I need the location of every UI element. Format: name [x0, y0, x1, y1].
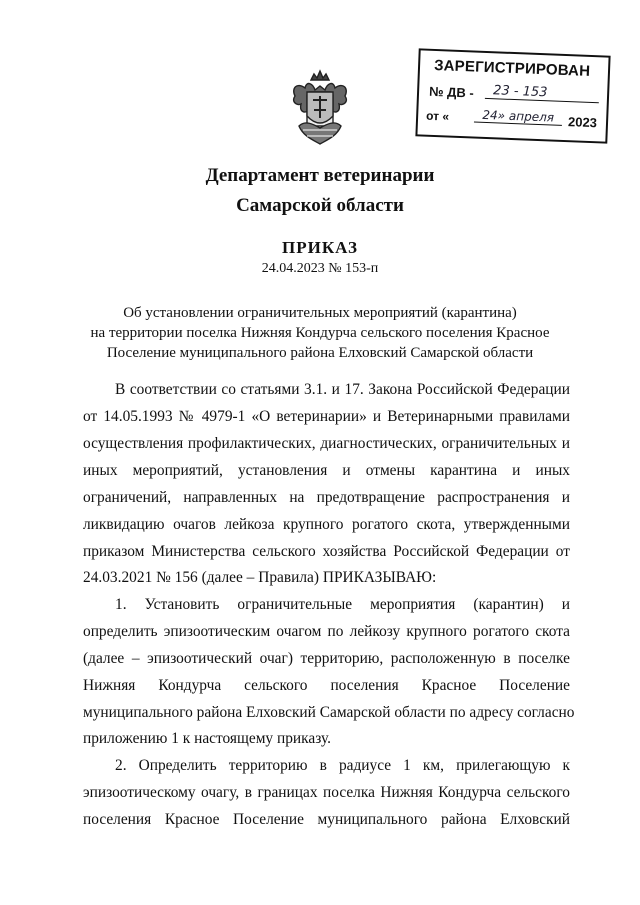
subject-line: Поселение муниципального района Елховский Самарской области [106, 345, 534, 361]
body-line: приказом Министерства сельского хозяйства Российской Федерации от [83, 543, 570, 560]
subject-line: на территории поселка Нижняя Кондурча сельского поселения Красное [90, 325, 550, 341]
body-line: от 14.05.1993 № 4979-1 «О ветеринарии» и Ветеринарными правилами [83, 408, 570, 425]
order-title: ПРИКАЗ [282, 238, 358, 257]
body-line: ликвидацию очагов лейкоза крупного рогатого скота, утвержденными [83, 516, 570, 533]
subject-line: Об установлении ограничительных мероприятий (карантина) [123, 305, 517, 321]
department-name-line1: Департамент ветеринарии [205, 165, 435, 186]
body-line: 1. Установить ограничительные мероприятия (карантин) и [115, 596, 570, 613]
registration-stamp [415, 48, 610, 143]
stamp-number-value: 23 - 153 [485, 83, 600, 103]
stamp-date-value: 24» апреля [474, 108, 563, 126]
order-date-number: 24.04.2023 № 153-п [261, 261, 379, 276]
body-line: осуществления профилактических, диагностических, ограничительных и [83, 435, 570, 452]
body-line: эпизоотическому очагу, в границах поселка Нижняя Кондурча сельского [83, 784, 570, 801]
department-name-line2: Самарской области [236, 195, 404, 216]
body-line: приложению 1 к настоящему приказу. [83, 730, 331, 747]
stamp-date-label: от « [425, 108, 450, 124]
body-line: В соответствии со статьями 3.1. и 17. Закона Российской Федерации [115, 381, 570, 398]
body-line: поселения Красное Поселение муниципального района Елховский [83, 811, 570, 828]
stamp-title: ЗАРЕГИСТРИРОВАН [433, 56, 591, 80]
stamp-number-label: № ДВ - [428, 83, 475, 101]
body-line: ограничений, направленных на предотвращение распространения и [83, 489, 570, 506]
stamp-year: 2023 [567, 114, 598, 131]
body-line: 2. Определить территорию в радиусе 1 км, прилегающую к [115, 757, 570, 774]
coat-of-arms-emblem [287, 66, 353, 148]
body-line: иных мероприятий, установления и отмены карантина и иных [83, 462, 570, 479]
body-line: Нижняя Кондурча сельского поселения Красное Поселение [83, 677, 570, 694]
body-line: муниципального района Елховский Самарской области по адресу согласно [83, 704, 575, 721]
body-line: (далее – эпизоотический очаг) территорию, расположенную в поселке [83, 650, 570, 667]
body-line: 24.03.2021 № 156 (далее – Правила) ПРИКАЗЫВАЮ: [83, 569, 437, 586]
body-line: определить эпизоотическим очагом по лейкозу крупного рогатого скота [83, 623, 570, 640]
